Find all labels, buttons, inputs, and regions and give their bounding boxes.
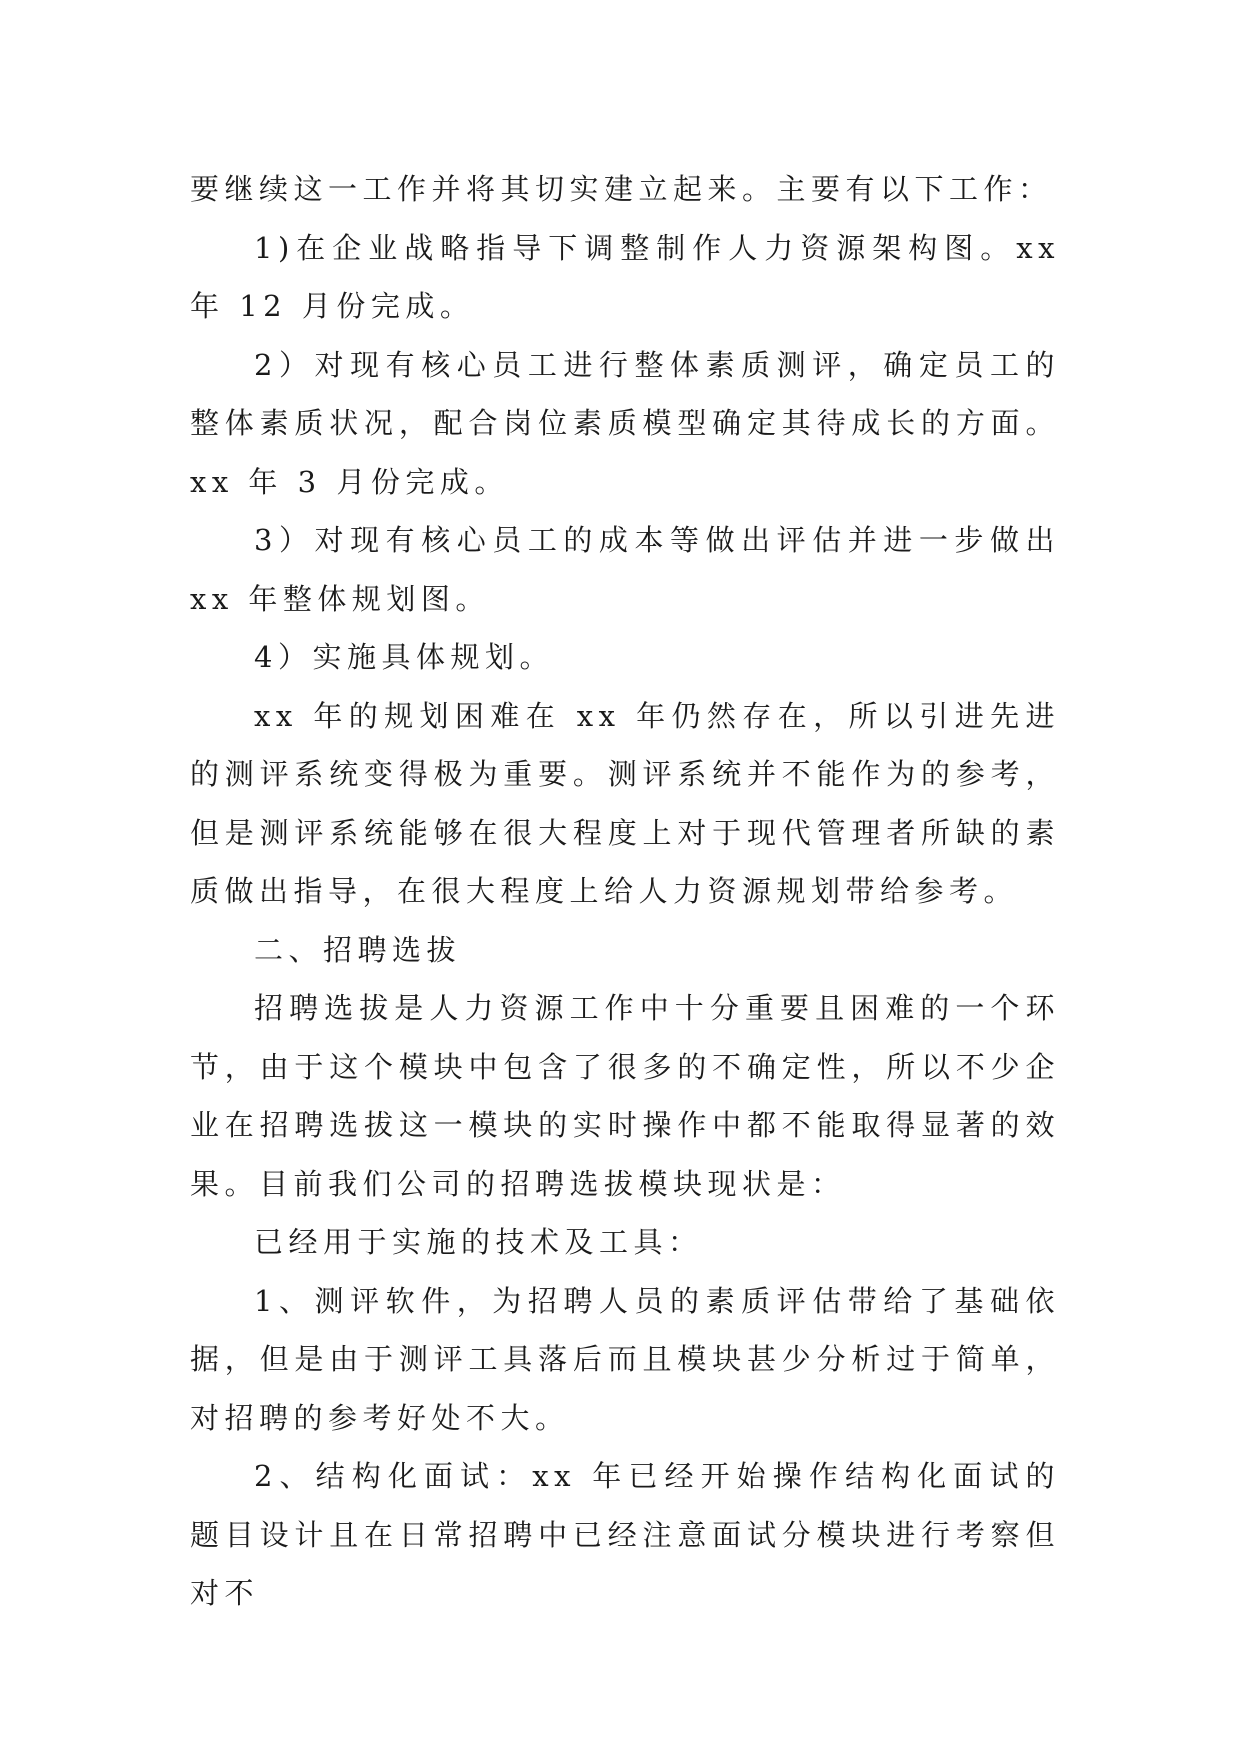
list-item-3: 3）对现有核心员工的成本等做出评估并进一步做出 xx 年整体规划图。 <box>190 523 1060 616</box>
tool-item-2: 2、结构化面试：xx 年已经开始操作结构化面试的题目设计且在日常招聘中已经注意面试分模块进行考察但对不 <box>190 1459 1060 1610</box>
paragraph-evaluation-system: xx 年的规划困难在 xx 年仍然存在，所以引进先进的测评系统变得极为重要。测评系统并不能作为的参考，但是测评系统能够在很大程度上对于现代管理者所缺的素质做出指导，在很大程度上给人力资源规划带给参考。 <box>190 698 1060 908</box>
paragraph-continuation: 要继续这一工作并将其切实建立起来。主要有以下工作： <box>190 172 1053 206</box>
list-item-1: 1)在企业战略指导下调整制作人力资源架构图。xx 年 12 月份完成。 <box>190 230 1060 323</box>
document-page <box>190 160 1060 1623</box>
section-heading-recruitment: 二、招聘选拔 <box>254 932 462 967</box>
paragraph-recruitment-intro: 招聘选拔是人力资源工作中十分重要且困难的一个环节，由于这个模块中包含了很多的不确定性，所以不少企业在招聘选拔这一模块的实时操作中都不能取得显著的效果。目前我们公司的招聘选拔模块现状是： <box>190 991 1060 1201</box>
paragraph-tools-intro: 已经用于实施的技术及工具： <box>254 1225 703 1259</box>
list-item-2: 2）对现有核心员工进行整体素质测评，确定员工的整体素质状况，配合岗位素质模型确定其待成长的方面。xx 年 3 月份完成。 <box>190 347 1060 499</box>
list-item-4: 4）实施具体规划。 <box>254 640 554 674</box>
tool-item-1: 1、测评软件，为招聘人员的素质评估带给了基础依据，但是由于测评工具落后而且模块甚少分析过于简单，对招聘的参考好处不大。 <box>190 1283 1060 1435</box>
